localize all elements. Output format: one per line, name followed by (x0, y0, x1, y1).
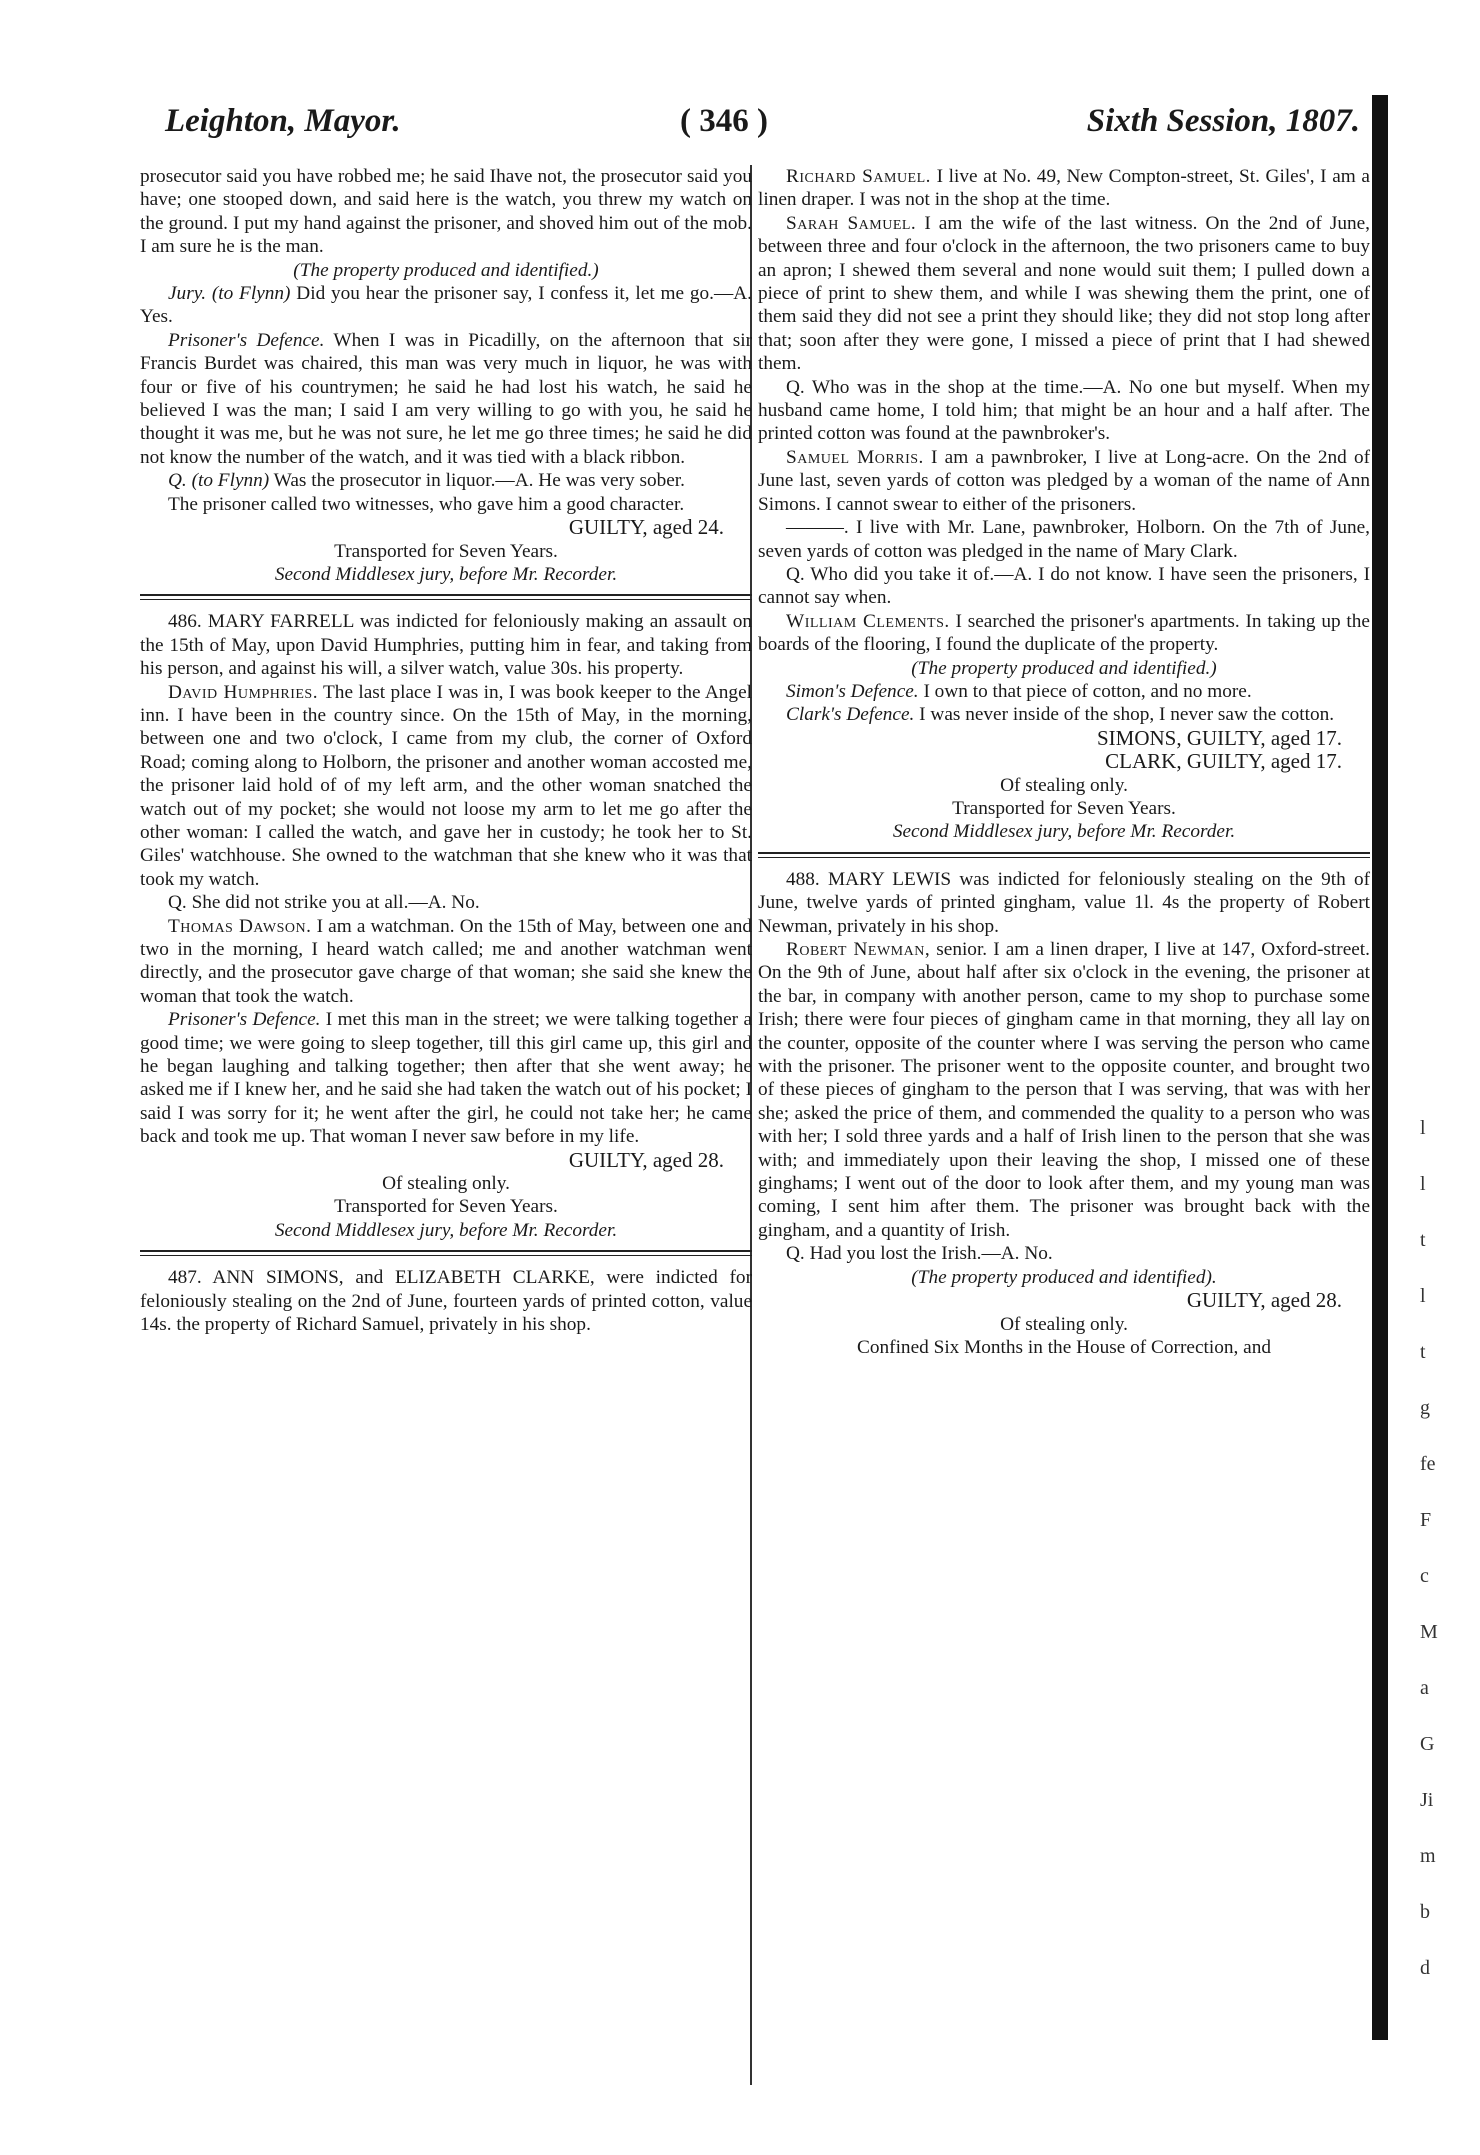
speech: I am the wife of the last witness. On the 2nd of June, between three and four o'clock in the afternoon, the two prisoners came to buy an apron; I shewed them several and none would suit them; I pulled down a piece of print to shew them, and while I was shewing them the print, one of them said they did not see a print they should like; they did not stop long after that; soon after they were gone, I missed a piece of print that I had shewed them. (758, 212, 1371, 375)
binding-edge (1372, 95, 1388, 2040)
case-separator (140, 594, 752, 600)
case-heading: 486. MARY FARRELL was indicted for feloniously making an assault on the 15th of May, upon David Humphries, putting him in fear, and taking from his person, and against his will, a silver watch, value 30s. his property. (140, 611, 752, 680)
verdict: SIMONS, GUILTY, aged 17. (1096, 725, 1342, 750)
paragraph (758, 516, 1370, 563)
fragment: M (1420, 1621, 1438, 1643)
facing-page-fragments (1420, 1100, 1470, 1996)
fragment: G (1420, 1733, 1435, 1755)
note: (The property produced and identified.) (911, 657, 1217, 679)
paragraph (758, 165, 1370, 212)
paragraph (758, 703, 1370, 726)
running-header (140, 95, 1370, 155)
paragraph: prosecutor said you have robbed me; he said Ihave not, the prosecutor said you have; one stooped down, and said here is the watch, you threw my watch on the ground. I put my hand against the prisoner, and shoved him out of the mob. I am sure he is the man. (140, 166, 752, 258)
case-separator (140, 1250, 752, 1256)
note: (The property produced and identified.) (293, 259, 599, 281)
speaker: Q. (to Flynn) (168, 470, 270, 492)
paragraph (140, 469, 752, 492)
speech: Did you hear the prisoner say, I confess it, let me go.—A. Yes. (140, 283, 752, 328)
jury-note: Second Middlesex jury, before Mr. Recorder. (274, 563, 618, 585)
speech: I live at No. 49, New Compton-street, St. Giles', I am a linen draper. I was not in the shop at the time. (758, 166, 1370, 211)
fragment: Ji (1420, 1789, 1434, 1811)
paragraph (140, 915, 752, 1009)
paragraph (140, 1008, 752, 1148)
sentence: Transported for Seven Years. (334, 540, 558, 562)
paragraph (140, 681, 752, 892)
speech: I met this man in the street; we were talking together a good time; we were going to sleep together, till this girl came up, this girl and he began laughing and talking together; then after that she went away; he asked me if I knew her, and he said she had taken the watch out of his pocket; I said I was sorry for it; he went after the girl, he could not take her; he came back and took me up. That woman I never saw before in my life. (140, 1009, 753, 1148)
right-column (758, 165, 1370, 1359)
speaker: Robert Newman, (786, 939, 931, 960)
case-heading: 488. MARY LEWIS was indicted for feloniously stealing on the 9th of June, twelve yards of printed gingham, value 1l. 4s the property of Robert Newman, privately in his shop. (758, 868, 1370, 937)
fragment: a (1420, 1677, 1429, 1699)
speech: I searched the prisoner's apartments. In taking up the boards of the flooring, I found the duplicate of the property. (758, 610, 1370, 656)
paragraph (758, 212, 1370, 376)
page (140, 95, 1370, 2115)
paragraph (758, 680, 1370, 703)
note: (The property produced and identified). (911, 1266, 1217, 1288)
speaker: Prisoner's Defence. (168, 1009, 321, 1031)
jury-note: Second Middlesex jury, before Mr. Recorder. (274, 1219, 618, 1241)
fragment: l (1420, 1173, 1426, 1195)
fragment: g (1420, 1397, 1430, 1419)
fragment: t (1420, 1341, 1426, 1363)
speaker: ———. (786, 517, 849, 539)
speech: I am a watchman. On the 15th of May, between one and two in the morning, I heard watch called; me and another watchman went directly, and the prosecutor gave charge of that woman; she said she knew the woman that took the watch. (140, 915, 753, 1007)
paragraph: Q. Had you lost the Irish.—A. No. (786, 1243, 1053, 1265)
header-left: Leighton, Mayor. (165, 103, 401, 139)
verdict: GUILTY, aged 24. (568, 515, 724, 540)
speaker: Sarah Samuel. (786, 212, 917, 234)
speaker: Samuel Morris. (786, 446, 924, 468)
speech: I am a pawnbroker, I live at Long-acre. On the 2nd of June last, seven yards of cotton was pledged by a woman of the name of Ann Simons. I cannot swear to either of the prisoners. (758, 446, 1370, 515)
fragment: d (1420, 1957, 1430, 1979)
verdict-qualifier: Of stealing only. (1000, 1313, 1128, 1335)
verdict-qualifier: Of stealing only. (382, 1173, 510, 1195)
speaker: Jury. (to Flynn) (168, 283, 291, 305)
fragment: c (1420, 1565, 1429, 1587)
fragment: F (1420, 1509, 1432, 1531)
speech: Was the prosecutor in liquor.—A. He was very sober. (269, 470, 685, 492)
paragraph (140, 282, 752, 329)
left-column (140, 165, 752, 1337)
speaker: Thomas Dawson. (168, 915, 312, 937)
case-heading: 487. ANN SIMONS, and ELIZABETH CLARKE, were indicted for feloniously stealing on the 2nd of June, fourteen yards of printed cotton, value 14s. the property of Richard Samuel, privately in his shop. (140, 1267, 752, 1336)
speaker: William Clements. (786, 610, 950, 632)
verdict: CLARK, GUILTY, aged 17. (1105, 749, 1342, 774)
speaker: Simon's Defence. (786, 680, 919, 702)
paragraph (758, 938, 1370, 1242)
paragraph (758, 610, 1370, 657)
fragment: l (1420, 1117, 1426, 1139)
verdict: GUILTY, aged 28. (568, 1147, 724, 1172)
speech: I was never inside of the shop, I never saw the cotton. (914, 704, 1335, 726)
paragraph (758, 446, 1370, 516)
fragment: l (1420, 1285, 1426, 1307)
speaker: Richard Samuel. (786, 166, 931, 187)
paragraph: Q. She did not strike you at all.—A. No. (168, 892, 480, 914)
paragraph: Q. Who was in the shop at the time.—A. No one but myself. When my husband came home, I told him; that might be an hour and a half after. The printed cotton was found at the pawnbroker's. (758, 376, 1370, 445)
speech: I own to that piece of cotton, and no more. (918, 680, 1252, 702)
speech: When I was in Picadilly, on the afternoon that sir Francis Burdet was chaired, this man was very much in liquor, he was with four or five of his countrymen; he said he had lost his watch, he said he believed I was the man; I said I am very willing to go with you, he said he thought it was me, but he was not sure, he let me go three times; he said he did not know the number of the watch, and it was tied with a black ribbon. (140, 329, 752, 468)
header-right: Sixth Session, 1807. (1086, 103, 1360, 139)
speech: I live with Mr. Lane, pawnbroker, Holborn. On the 7th of June, seven yards of cotton was pledged in the name of Mary Clark. (758, 517, 1370, 562)
page-number: ( 346 ) (680, 103, 768, 139)
fragment: fe (1420, 1453, 1436, 1475)
sentence: Transported for Seven Years. (952, 797, 1176, 819)
fragment: m (1420, 1845, 1436, 1867)
verdict: GUILTY, aged 28. (1186, 1288, 1342, 1313)
verdict-qualifier: Of stealing only. (1000, 774, 1128, 796)
paragraph (140, 329, 752, 469)
speaker: Prisoner's Defence. (168, 329, 325, 351)
speaker: Clark's Defence. (786, 704, 915, 726)
fragment: t (1420, 1229, 1426, 1251)
paragraph: Q. Who did you take it of.—A. I do not know. I have seen the prisoners, I cannot say when. (758, 563, 1370, 609)
fragment: b (1420, 1901, 1430, 1923)
speech: The last place I was in, I was book keeper to the Angel inn. I have been in the country since. On the 15th of May, in the morning, between one and two o'clock, I came from my club, the corner of Oxford Road; coming along to Holborn, the prisoner and another woman accosted me, the prisoner laid hold of of my left arm, and the other woman snatched the watch out of my pocket; she would not loose my arm to let me go after the other woman: I called the watch, and gave her in custody; he took her to St. Giles' watchhouse. She owned to the watchman that she knew who it was that took my watch. (140, 681, 752, 890)
speech: senior. I am a linen draper, I live at 147, Oxford-street. On the 9th of June, about half after six o'clock in the evening, the prisoner at the bar, in company with another person, came to my shop to purchase some Irish; there were four pieces of gingham came in that morning, they all lay on the counter, opposite of the counter where I was serving the person who came with the prisoner. The prisoner went to the opposite counter, and brought two of these pieces of gingham to the person that I was serving, that was with her she; asked the price of them, and commended the quality to a person who was with her; I sold three yards and a half of Irish linen to the person that she was with; and immediately upon their leaving the shop, I missed one of these ginghams; I went out of the door to look after them, and my young man was coming, I sent him after them. The prisoner was brought back with the gingham, and a quantity of Irish. (758, 939, 1370, 1241)
sentence: Transported for Seven Years. (334, 1196, 558, 1218)
paragraph: The prisoner called two witnesses, who gave him a good character. (168, 493, 685, 515)
case-separator (758, 852, 1370, 858)
jury-note: Second Middlesex jury, before Mr. Recorder. (892, 821, 1236, 843)
sentence: Confined Six Months in the House of Correction, and (857, 1336, 1271, 1358)
speaker: David Humphries. (168, 681, 319, 703)
